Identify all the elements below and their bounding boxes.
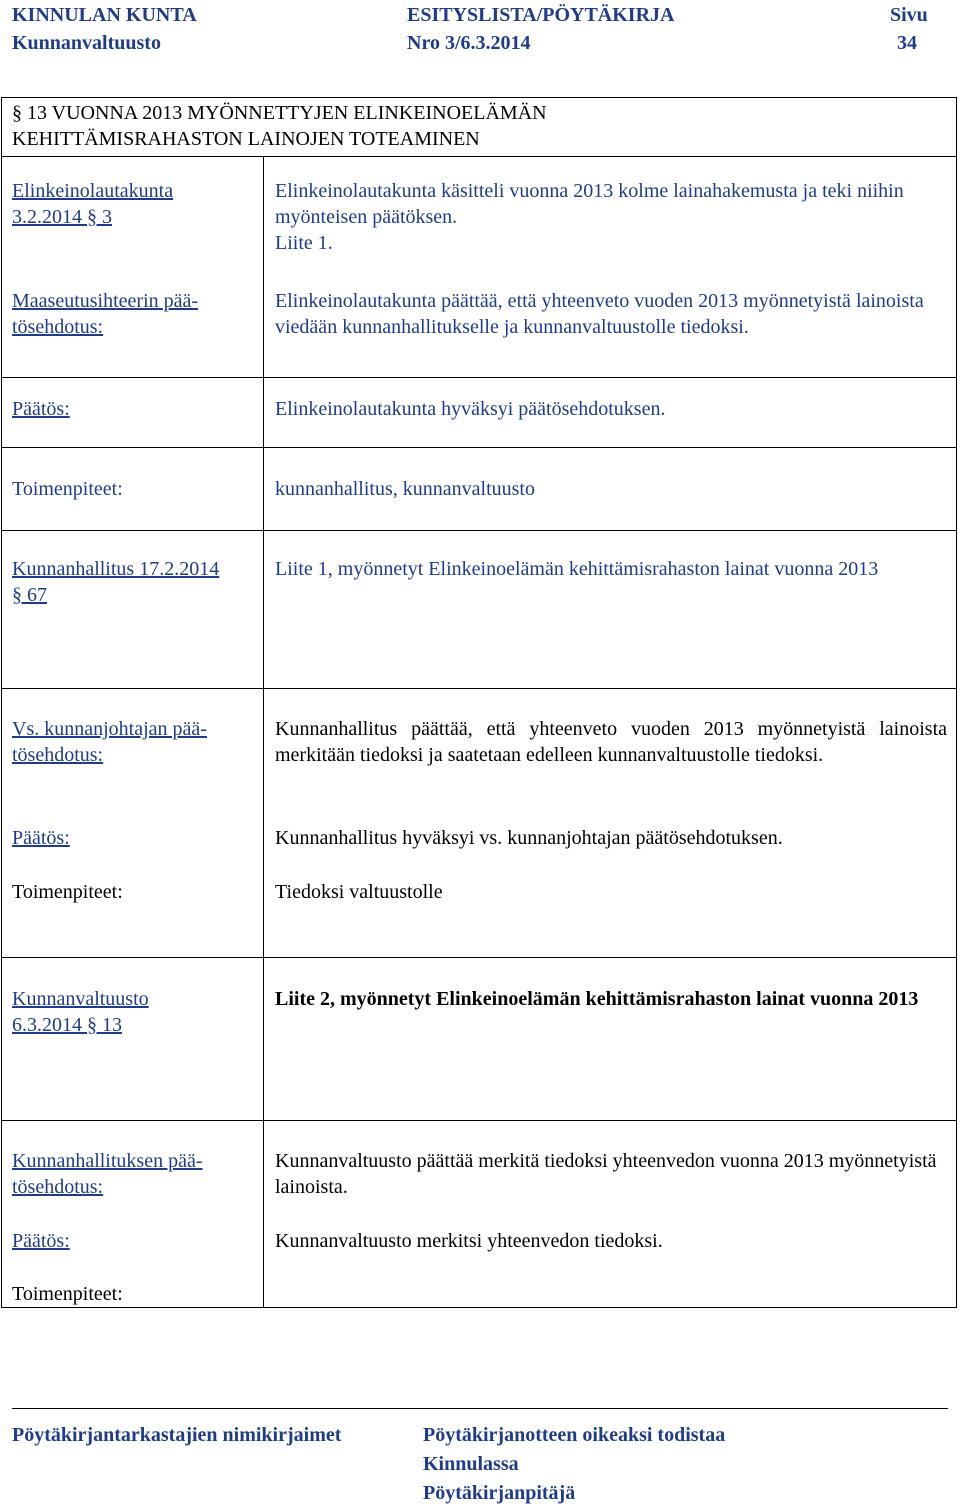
section-title	[12, 100, 942, 152]
section-title-line-1: § 13 VUONNA 2013 MYÖNNETTYJEN ELINKEINOELÄMÄN	[12, 102, 547, 124]
footer-place: Kinnulassa	[423, 1453, 519, 1475]
divider	[1, 447, 957, 448]
director-proposal-label-line-1: Vs. kunnanjohtajan pää-	[12, 718, 207, 740]
council-section: 6.3.2014 § 13	[12, 1014, 122, 1036]
divider	[1, 688, 957, 689]
board-attachment-text: Liite 1, myönnetyt Elinkeinoelämän kehittämisrahaston lainat vuonna 2013	[275, 558, 879, 580]
footer-keeper: Pöytäkirjanpitäjä	[423, 1482, 576, 1504]
meeting-body: Kunnanvaltuusto	[12, 32, 161, 54]
divider	[1, 530, 957, 531]
section-title-line-2: KEHITTÄMISRAHASTON LAINOJEN TOTEAMINEN	[12, 128, 480, 150]
divider	[1, 156, 957, 157]
director-proposal-label-line-2: tösehdotus:	[12, 744, 104, 766]
footer-initials: Pöytäkirjantarkastajien nimikirjaimet	[12, 1424, 342, 1446]
footer-certification	[423, 1421, 725, 1508]
divider	[1, 957, 957, 958]
board-name: Kunnanhallitus 17.2.2014	[12, 558, 220, 580]
divider	[1, 377, 957, 378]
page-label: Sivu	[890, 4, 928, 26]
committee-text-body: Elinkeinolautakunta käsitteli vuonna 2013 kolme lainahakemusta ja teki niihin myönteisen päätöksen.	[275, 180, 904, 228]
attachment-ref: Liite 1.	[275, 232, 333, 254]
council-reference	[12, 986, 252, 1038]
minutes-table	[1, 97, 957, 1308]
proposal-label-line-2: tösehdotus:	[12, 316, 104, 338]
committee-name: Elinkeinolautakunta	[12, 180, 174, 202]
council-decision-text: Kunnanvaltuusto merkitsi yhteenvedon tiedoksi.	[275, 1230, 663, 1252]
committee-date: 3.2.2014 § 3	[12, 206, 112, 228]
committee-text	[275, 178, 947, 256]
divider	[1, 1120, 957, 1121]
council-name: Kunnanvaltuusto	[12, 988, 149, 1010]
board-actions-text: Tiedoksi valtuustolle	[275, 881, 443, 903]
doc-type: ESITYSLISTA/PÖYTÄKIRJA	[407, 4, 675, 26]
footer-rule	[12, 1408, 948, 1409]
council-actions-label: Toimenpiteet:	[12, 1283, 123, 1305]
decision-text: Elinkeinolautakunta hyväksyi päätösehdotuksen.	[275, 398, 666, 420]
proposal-label	[12, 288, 252, 340]
proposal-text: Elinkeinolautakunta päättää, että yhteenveto vuoden 2013 myönnetyistä lainoista viedään kunnanhallitukselle ja kunnanvaltuustolle tiedoksi.	[275, 290, 924, 338]
actions-label: Toimenpiteet:	[12, 478, 123, 500]
director-proposal-label	[12, 716, 252, 768]
committee-reference	[12, 178, 252, 230]
council-proposal-text: Kunnanvaltuusto päättää merkitä tiedoksi yhteenvedon vuonna 2013 myönnetyistä lainoista.	[275, 1150, 937, 1198]
proposal-label-line-1: Maaseutusihteerin pää-	[12, 290, 199, 312]
decision-label: Päätös:	[12, 398, 70, 420]
board-decision-label: Päätös:	[12, 827, 70, 849]
board-proposal-label-line-1: Kunnanhallituksen pää-	[12, 1150, 203, 1172]
board-reference	[12, 556, 252, 608]
board-actions-label: Toimenpiteet:	[12, 881, 123, 903]
minutes-number: Nro 3/6.3.2014	[407, 32, 531, 54]
council-decision-label: Päätös:	[12, 1230, 70, 1252]
column-divider	[263, 156, 264, 1308]
org-name: KINNULAN KUNTA	[12, 4, 197, 26]
footer-certified: Pöytäkirjanotteen oikeaksi todistaa	[423, 1424, 726, 1446]
board-section: § 67	[12, 584, 47, 606]
board-proposal-label-line-2: tösehdotus:	[12, 1176, 104, 1198]
page-number: 34	[897, 32, 917, 54]
actions-text: kunnanhallitus, kunnanvaltuusto	[275, 478, 535, 500]
page-header	[12, 4, 948, 60]
board-proposal-label	[12, 1148, 252, 1200]
director-proposal-text: Kunnanhallitus päättää, että yhteenveto vuoden 2013 myönnetyistä lainoista merkitään tiedoksi ja saatetaan edelleen kunnanvaltuustolle tiedoksi.	[275, 718, 947, 766]
council-attachment-text: Liite 2, myönnetyt Elinkeinoelämän kehittämisrahaston lainat vuonna 2013	[275, 988, 919, 1010]
board-decision-text: Kunnanhallitus hyväksyi vs. kunnanjohtajan päätösehdotuksen.	[275, 827, 783, 849]
